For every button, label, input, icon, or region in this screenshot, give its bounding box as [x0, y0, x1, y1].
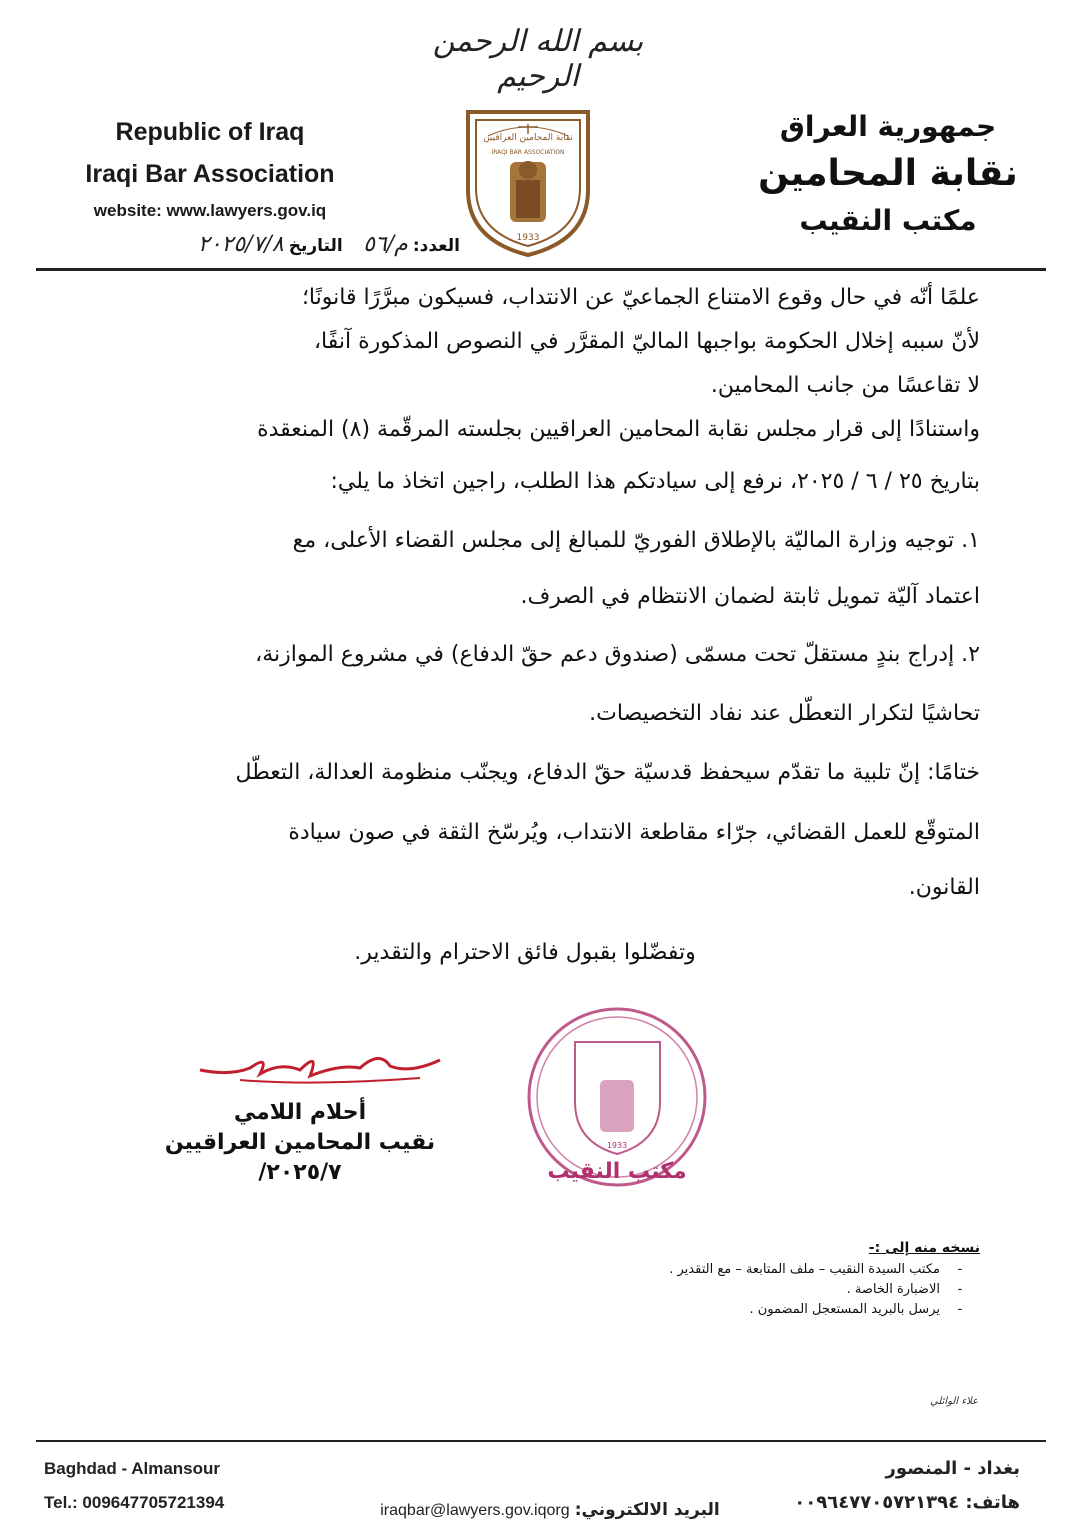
copies-title: نسخه منه إلى :- [868, 1240, 980, 1256]
body-line-2: لأنّ سببه إخلال الحكومة بواجبها الماليّ المقرَّر في النصوص المذكورة آنفًا، [313, 329, 980, 354]
footer-email [340, 1500, 760, 1520]
date-label: التاريخ [288, 236, 343, 256]
footer-tel-ar: هاتف: ٠٠٩٦٤٧٧٠٥٧٢١٣٩٤ [794, 1492, 1020, 1513]
office-name-ar: مكتب النقيب [799, 204, 977, 237]
email-link[interactable]: iraqbar@lawyers.gov.iqorg [380, 1502, 570, 1519]
body-line-11: المتوقّع للعمل القضائي، جرّاء مقاطعة الانتداب، ويُرسّخ الثقة في صون سيادة [288, 820, 980, 845]
handwritten-signature [190, 1040, 450, 1100]
body-line-8: ٢. إدراج بندٍ مستقلّ تحت مسمّى (صندوق دعم حقّ الدفاع) في مشروع الموازنة، [255, 642, 980, 667]
list-item: - الاضبارة الخاصة . [520, 1280, 980, 1300]
list-item: - يرسل بالبريد المستعجل المضمون . [520, 1300, 980, 1320]
closing-line: وتفضّلوا بقبول فائق الاحترام والتقدير. [354, 940, 696, 965]
body-line-12: القانون. [908, 875, 980, 900]
copies-list [520, 1240, 980, 1320]
footer-divider [36, 1440, 1046, 1442]
copy-recipient: مكتب السيدة النقيب – ملف المتابعة – مع التقدير . [669, 1262, 940, 1277]
body-line-6: ١. توجيه وزارة الماليّة بالإطلاق الفوريّ للمبالغ إلى مجلس القضاء الأعلى، مع [292, 528, 980, 553]
signatory-name: أحلام اللامي [233, 1100, 367, 1125]
country-name-en: Republic of Iraq [115, 118, 305, 146]
svg-text:1933: 1933 [606, 1141, 628, 1150]
association-logo [458, 100, 598, 260]
letter-body [100, 276, 980, 914]
official-stamp [520, 1002, 715, 1192]
english-letterhead [60, 112, 360, 226]
signatory-title: نقيب المحامين العراقيين [164, 1130, 436, 1155]
body-line-3: لا تقاعسًا من جانب المحامين. [710, 373, 980, 398]
footer-tel-en: Tel.: 009647705721394 [44, 1493, 225, 1512]
header-divider [36, 268, 1046, 271]
number-value: م/٥٦ [363, 232, 408, 257]
svg-text:مكتب النقيب: مكتب النقيب [547, 1159, 687, 1184]
typist-initials: علاء الوائلي [930, 1396, 979, 1407]
country-name-ar: جمهورية العراق [779, 110, 997, 143]
footer-english [44, 1452, 224, 1520]
body-line-9: تحاشيًا لتكرار التعطّل عند نفاد التخصيصات. [589, 701, 980, 726]
reference-row [40, 232, 460, 266]
svg-text:نقابة المحامين العراقيين: نقابة المحامين العراقيين [483, 133, 573, 143]
basmala: بسم الله الرحمن الرحيم [432, 24, 644, 94]
body-line-1: علمًا أنّه في حال وقوع الامتناع الجماعيّ عن الانتداب، فسيكون مبرَّرًا قانونًا؛ [301, 285, 980, 310]
footer-arabic [780, 1452, 1020, 1520]
arabic-letterhead [748, 105, 1028, 243]
list-item: - مكتب السيدة النقيب – ملف المتابعة – مع التقدير . [520, 1260, 980, 1280]
copy-recipient: الاضبارة الخاصة . [846, 1282, 940, 1297]
association-name-ar: نقابة المحامين [758, 153, 1018, 194]
body-line-5: بتاريخ ٢٥ / ٦ / ٢٠٢٥، نرفع إلى سيادتكم هذا الطلب، راجين اتخاذ ما يلي: [330, 469, 980, 494]
copy-recipient: يرسل بالبريد المستعجل المضمون . [749, 1302, 940, 1317]
svg-text:IRAQI BAR ASSOCIATION: IRAQI BAR ASSOCIATION [491, 149, 565, 156]
body-line-4: واستنادًا إلى قرار مجلس نقابة المحامين العراقيين بجلسته المرقّمة (٨) المنعقدة [257, 417, 980, 442]
body-line-7: اعتماد آليّة تمويل ثابتة لضمان الانتظام في الصرف. [520, 584, 980, 609]
email-label: البريد الالكتروني: [574, 1500, 720, 1520]
svg-text:1933: 1933 [516, 233, 540, 243]
signatory-block [150, 1098, 450, 1188]
website-en: website: www.lawyers.gov.iq [93, 201, 327, 220]
association-name-en: Iraqi Bar Association [85, 160, 335, 188]
footer-address-en: Baghdad - Almansour [44, 1459, 220, 1478]
signature-date: ٢٠٢٥/٧/ [258, 1160, 342, 1185]
footer-address-ar: بغداد - المنصور [885, 1458, 1020, 1479]
body-line-10: ختامًا: إنّ تلبية ما تقدّم سيحفظ قدسيّة حقّ الدفاع، ويجنّب منظومة العدالة، التعطّل [235, 760, 980, 785]
date-value: ٢٠٢٥/٧/٨ [197, 232, 284, 257]
number-label: العدد: [412, 236, 460, 256]
